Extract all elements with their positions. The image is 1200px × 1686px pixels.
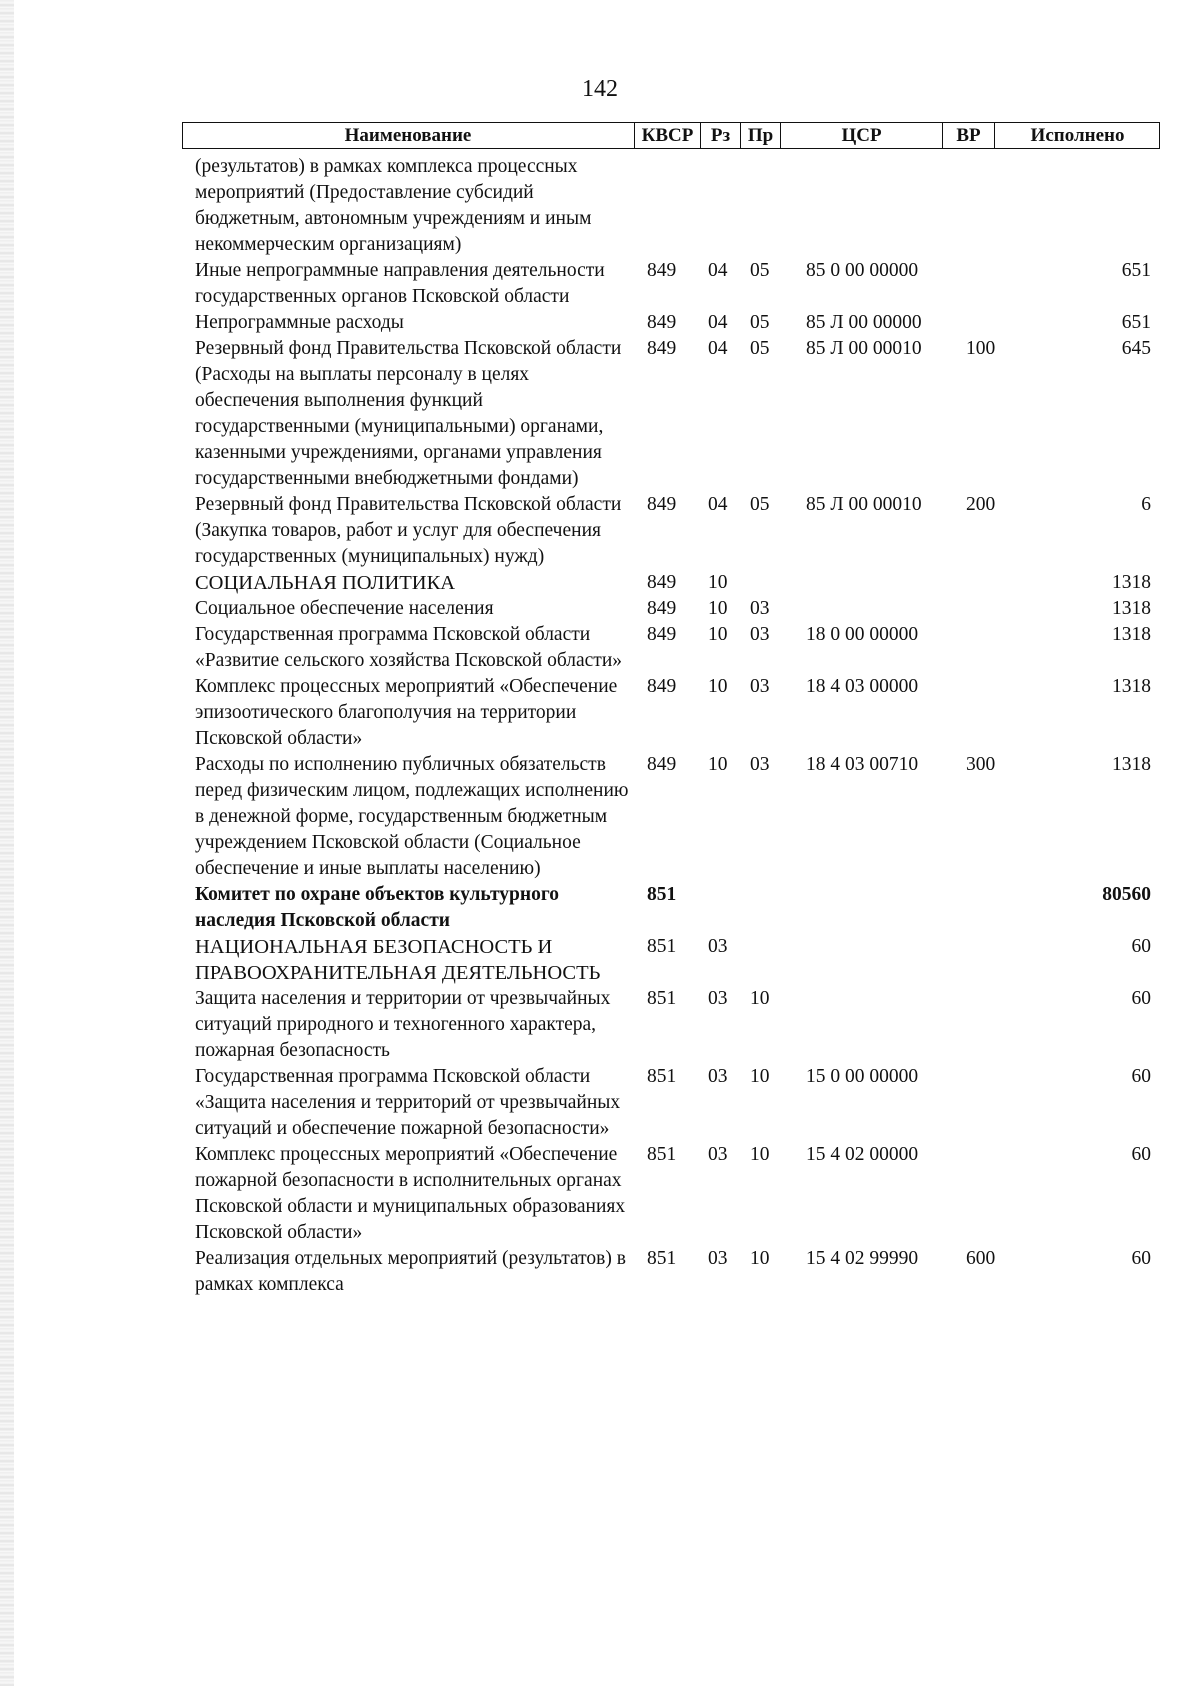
cell-name: Государственная программа Псковской области «Защита населения и территорий от чрезвычайных ситуаций и обеспечение пожарной безопасности»: [195, 1066, 621, 1139]
cell-pr: 05: [750, 494, 770, 515]
cell-executed: 60: [1131, 1066, 1151, 1087]
cell-vr: 100: [966, 338, 996, 359]
cell-csr: 15 4 02 00000: [806, 1144, 919, 1165]
cell-kvsr: 849: [647, 494, 677, 515]
table-row: [0, 310, 1200, 336]
cell-name: СОЦИАЛЬНАЯ ПОЛИТИКА: [195, 572, 456, 594]
cell-vr: 600: [966, 1248, 996, 1269]
cell-rz: 04: [708, 338, 728, 359]
header-rz: Рз: [700, 122, 740, 149]
cell-name: Государственная программа Псковской области «Развитие сельского хозяйства Псковской области»: [195, 624, 623, 671]
header-vr: ВР: [942, 122, 994, 149]
table-row: [0, 934, 1200, 986]
cell-executed: 1318: [1112, 624, 1151, 645]
cell-csr: 85 Л 00 00010: [806, 338, 922, 359]
table-row: [0, 1246, 1200, 1298]
cell-executed: 1318: [1112, 754, 1151, 775]
cell-executed: 1318: [1112, 572, 1151, 593]
cell-name: Защита населения и территории от чрезвычайных ситуаций природного и техногенного характера, пожарная безопасность: [195, 988, 611, 1061]
cell-csr: 85 0 00 00000: [806, 260, 919, 281]
cell-kvsr: 851: [647, 988, 677, 1009]
cell-pr: 10: [750, 1248, 770, 1269]
cell-rz: 10: [708, 572, 728, 593]
table-row: [0, 596, 1200, 622]
cell-pr: 05: [750, 260, 770, 281]
table-row: [0, 1142, 1200, 1246]
cell-name: Социальное обеспечение населения: [195, 598, 494, 619]
cell-kvsr: 851: [647, 884, 677, 905]
cell-name: Реализация отдельных мероприятий (результатов) в рамках комплекса: [195, 1248, 626, 1295]
cell-kvsr: 851: [647, 1144, 677, 1165]
header-csr: ЦСР: [780, 122, 942, 149]
table-row: [0, 882, 1200, 934]
cell-executed: 651: [1121, 312, 1151, 333]
cell-csr: 18 4 03 00000: [806, 676, 919, 697]
cell-kvsr: 849: [647, 312, 677, 333]
cell-name: Иные непрограммные направления деятельности государственных органов Псковской области: [195, 260, 605, 307]
cell-kvsr: 849: [647, 598, 677, 619]
cell-rz: 04: [708, 494, 728, 515]
cell-name: Комплекс процессных мероприятий «Обеспечение эпизоотического благополучия на территории Псковской области»: [195, 676, 618, 749]
cell-name: Комплекс процессных мероприятий «Обеспечение пожарной безопасности в исполнительных органах Псковской области и муниципальных образованиях Псковской области»: [195, 1144, 626, 1243]
table-row: [0, 492, 1200, 570]
cell-name: НАЦИОНАЛЬНАЯ БЕЗОПАСНОСТЬ И ПРАВООХРАНИТЕЛЬНАЯ ДЕЯТЕЛЬНОСТЬ: [195, 936, 601, 984]
cell-kvsr: 849: [647, 624, 677, 645]
cell-pr: 05: [750, 312, 770, 333]
table-row: [0, 986, 1200, 1064]
header-pr: Пр: [740, 122, 780, 149]
header-name: Наименование: [344, 125, 472, 146]
cell-executed: 6: [1141, 494, 1151, 515]
cell-rz: 03: [708, 1248, 728, 1269]
cell-kvsr: 849: [647, 572, 677, 593]
cell-pr: 05: [750, 338, 770, 359]
table-row: [0, 622, 1200, 674]
cell-rz: 03: [708, 1066, 728, 1087]
cell-name: Комитет по охране объектов культурного наследия Псковской области: [195, 884, 560, 931]
table-row: [0, 570, 1200, 596]
cell-kvsr: 849: [647, 676, 677, 697]
cell-pr: 10: [750, 988, 770, 1009]
cell-rz: 10: [708, 676, 728, 697]
cell-name: Резервный фонд Правительства Псковской области (Закупка товаров, работ и услуг для обеспечения государственных (муниципальных) нужд): [195, 494, 622, 567]
cell-name: Непрограммные расходы: [195, 312, 404, 333]
cell-kvsr: 849: [647, 260, 677, 281]
cell-executed: 60: [1131, 936, 1151, 957]
cell-pr: 10: [750, 1144, 770, 1165]
page-number: 142: [582, 76, 618, 102]
cell-kvsr: 851: [647, 936, 677, 957]
table-row: [0, 336, 1200, 492]
header-executed: Исполнено: [994, 122, 1160, 149]
cell-executed: 60: [1131, 988, 1151, 1009]
table-row: [0, 258, 1200, 310]
cell-csr: 18 0 00 00000: [806, 624, 919, 645]
cell-pr: 03: [750, 676, 770, 697]
table-row: [0, 752, 1200, 882]
cell-rz: 10: [708, 624, 728, 645]
cell-rz: 10: [708, 598, 728, 619]
cell-rz: 03: [708, 1144, 728, 1165]
cell-kvsr: 851: [647, 1248, 677, 1269]
cell-rz: 04: [708, 312, 728, 333]
cell-kvsr: 849: [647, 754, 677, 775]
table-row: [0, 1064, 1200, 1142]
cell-csr: 85 Л 00 00010: [806, 494, 922, 515]
cell-pr: 03: [750, 624, 770, 645]
cell-kvsr: 849: [647, 338, 677, 359]
cell-rz: 03: [708, 988, 728, 1009]
cell-vr: 300: [966, 754, 996, 775]
cell-rz: 04: [708, 260, 728, 281]
cell-csr: 15 4 02 99990: [806, 1248, 919, 1269]
cell-csr: 18 4 03 00710: [806, 754, 919, 775]
table-row: [0, 154, 1200, 258]
cell-name: (результатов) в рамках комплекса процессных мероприятий (Предоставление субсидий бюджетным, автономным учреждениям и иным некоммерческим организациям): [195, 156, 592, 255]
cell-rz: 10: [708, 754, 728, 775]
cell-vr: 200: [966, 494, 996, 515]
cell-executed: 645: [1121, 338, 1151, 359]
table-header: [182, 122, 1160, 149]
cell-executed: 1318: [1112, 676, 1151, 697]
cell-pr: 03: [750, 598, 770, 619]
table-body: [0, 154, 1200, 1298]
cell-pr: 03: [750, 754, 770, 775]
cell-rz: 03: [708, 936, 728, 957]
cell-name: Резервный фонд Правительства Псковской области (Расходы на выплаты персоналу в целях обеспечения выполнения функций государственными (муниципальными) органами, казенными учреждениями, органами управления государственными внебюджетными фондами): [195, 338, 622, 489]
cell-executed: 80560: [1102, 884, 1151, 905]
cell-kvsr: 851: [647, 1066, 677, 1087]
cell-csr: 85 Л 00 00000: [806, 312, 922, 333]
cell-executed: 1318: [1112, 598, 1151, 619]
table-row: [0, 674, 1200, 752]
cell-executed: 60: [1131, 1248, 1151, 1269]
cell-csr: 15 0 00 00000: [806, 1066, 919, 1087]
cell-name: Расходы по исполнению публичных обязательств перед физическим лицом, подлежащих исполнению в денежной форме, государственным бюджетным учреждением Псковской области (Социальное обеспечение и иные выплаты населению): [195, 754, 629, 879]
cell-pr: 10: [750, 1066, 770, 1087]
header-kvsr: КВСР: [634, 122, 700, 149]
cell-executed: 651: [1121, 260, 1151, 281]
cell-executed: 60: [1131, 1144, 1151, 1165]
